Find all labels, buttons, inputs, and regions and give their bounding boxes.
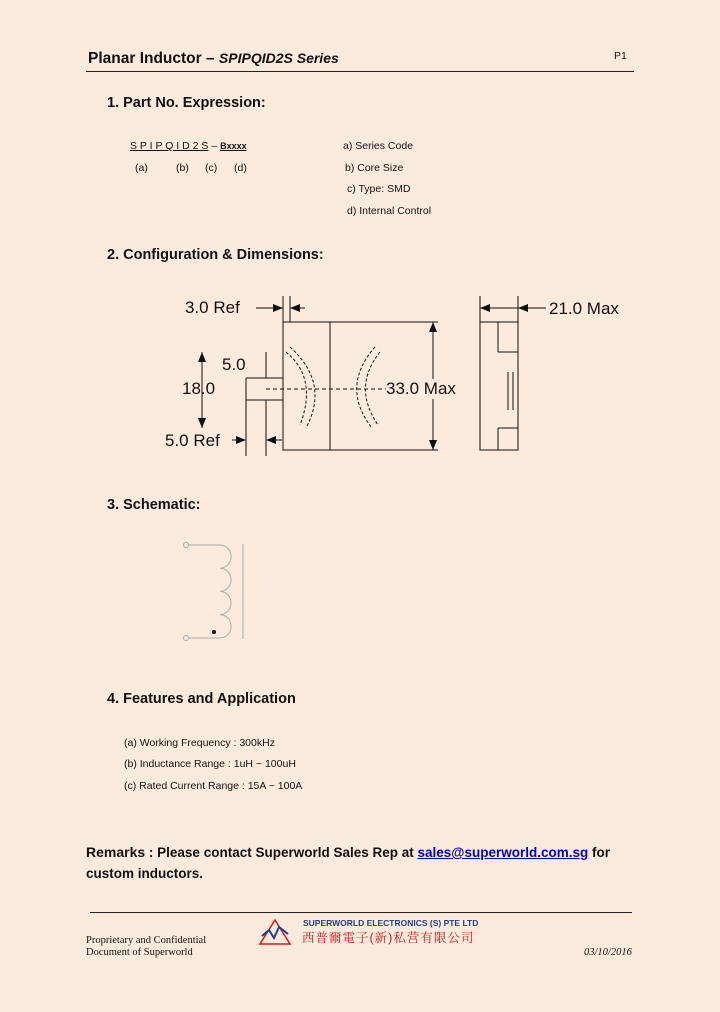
desc-series-code: a) Series Code [343, 140, 414, 152]
confidential-line-1: Proprietary and Confidential [86, 935, 207, 946]
part-code-main: S P I P Q I D 2 S [130, 140, 209, 152]
section-schematic-heading: 3. Schematic: [107, 497, 201, 513]
document-date: 03/10/2016 [584, 947, 632, 958]
inductor-symbol [178, 538, 258, 648]
section-config-heading: 2. Configuration & Dimensions: [107, 247, 324, 263]
polarity-dot [212, 630, 216, 634]
feature-working-frequency: (a) Working Frequency : 300kHz [124, 737, 275, 749]
dim-3-0-ref: 3.0 Ref [185, 298, 240, 317]
part-label-b: (b) [176, 162, 189, 174]
dim-5-0: 5.0 [222, 355, 246, 374]
dim-18-0: 18.0 [182, 379, 216, 398]
part-code-suffix: Bxxxx [220, 141, 247, 151]
company-name-en: SUPERWORLD ELECTRONICS (S) PTE LTD [303, 918, 479, 928]
desc-type: c) Type: SMD [347, 183, 411, 195]
section-part-no-heading: 1. Part No. Expression: [107, 95, 266, 111]
desc-core-size: b) Core Size [345, 162, 404, 174]
dim-5-0-ref: 5.0 Ref [165, 431, 220, 450]
page-number: P1 [614, 50, 627, 62]
side-view-outline [480, 322, 518, 450]
feature-inductance-range: (b) Inductance Range : 1uH ~ 100uH [124, 758, 296, 770]
dim-33-0-max: 33.0 Max [386, 379, 456, 398]
company-name-cn: 西普爾電子(新)私营有限公司 [302, 931, 475, 945]
part-label-a: (a) [135, 162, 148, 174]
company-logo [258, 918, 292, 946]
part-label-c: (c) [205, 162, 218, 174]
sales-email-link[interactable]: sales@superworld.com.sg [417, 845, 589, 860]
feature-rated-current: (c) Rated Current Range : 15A ~ 100A [124, 780, 303, 792]
part-code-dash: – [208, 140, 221, 152]
remarks: Remarks : Please contact Superworld Sales Rep at sales@superworld.com.sg for custom inductors. [86, 844, 610, 881]
confidential-line-2: Document of Superworld [86, 947, 193, 958]
dim-21-0-max: 21.0 Max [549, 299, 619, 318]
series-name: SPIPQID2S Series [218, 50, 339, 66]
page-title: Planar Inductor – SPIPQID2S Series [88, 50, 339, 67]
desc-internal-control: d) Internal Control [347, 205, 432, 217]
section-features-heading: 4. Features and Application [107, 691, 296, 707]
part-label-d: (d) [234, 162, 247, 174]
remarks-label: Remarks [86, 844, 146, 860]
footer-rule [90, 912, 632, 913]
